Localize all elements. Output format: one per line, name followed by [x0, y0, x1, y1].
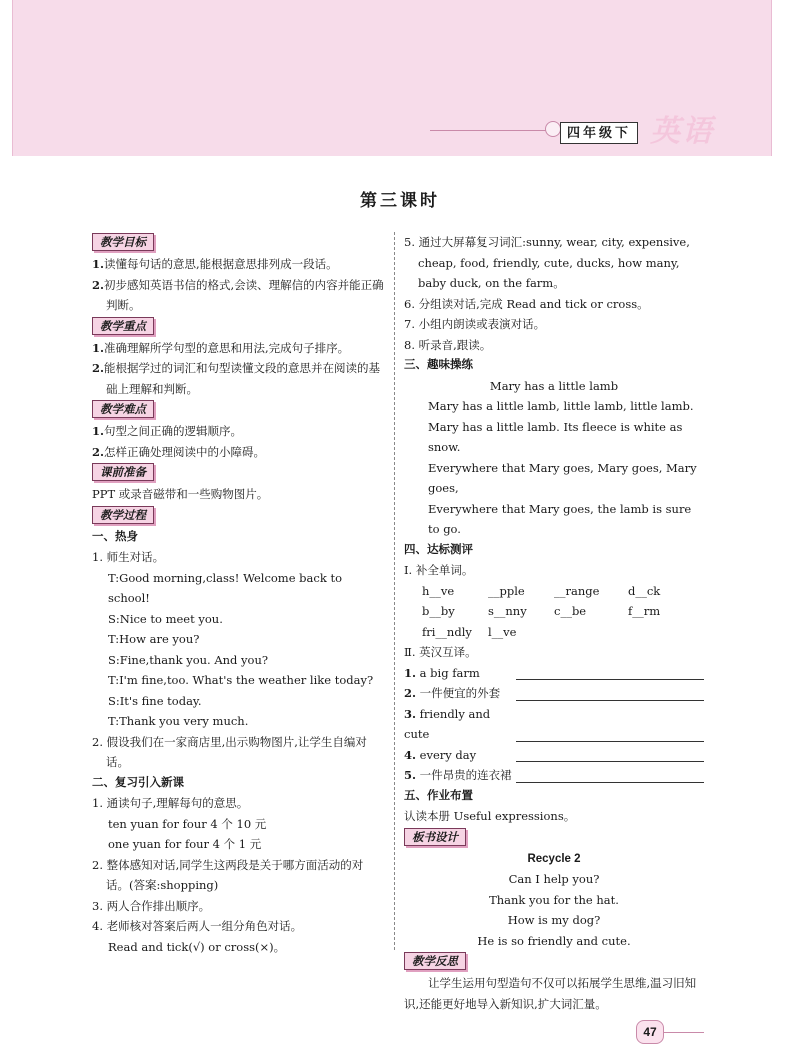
answer-line[interactable] [516, 666, 704, 680]
board-title: Recycle 2 [527, 852, 581, 865]
translation-row: 2. 一件便宜的外套 [404, 683, 704, 704]
dialogue-line: S:Nice to meet you. [108, 611, 223, 626]
dialogue-line: T:I'm fine,too. What's the weather like today? [108, 673, 374, 687]
answer-line[interactable] [516, 687, 704, 701]
key-point-item-1: 1.准确理解所学句型的意思和用法,完成句子排序。 [92, 340, 350, 355]
goals-tag: 教学目标 [92, 233, 154, 251]
word-blank: b__by [422, 604, 455, 618]
key-points-tag: 教学重点 [92, 317, 154, 335]
dialogue-line: T:How are you? [108, 632, 200, 646]
warmup-step-1: 1. 师生对话。 [92, 550, 165, 564]
price-line: one yuan for four 4 个 1 元 [108, 837, 262, 851]
warmup-step-2: 2. 假设我们在一家商店里,出示购物图片,让学生自编对话。 [92, 734, 367, 769]
poem-line: Mary has a little lamb. Its fleece is white as snow. [428, 419, 683, 454]
translation-row: 4. every day [404, 745, 704, 766]
review-step-8: 8. 听录音,跟读。 [404, 337, 492, 352]
test-heading: 四、达标测评 [404, 543, 473, 556]
word-blank: c__be [554, 604, 587, 618]
translation-row: 5. 一件昂贵的连衣裙 [404, 765, 704, 786]
grade-label: 四年级下 [560, 122, 638, 144]
review-step-4: 4. 老师核对答案后两人一组分角色对话。 [92, 919, 303, 933]
homework-heading: 五、作业布置 [404, 789, 473, 802]
answer-line[interactable] [516, 769, 704, 783]
homework-text: 认读本册 Useful expressions。 [404, 809, 576, 823]
lesson-title: 第三课时 [360, 191, 440, 211]
board-line: He is so friendly and cute. [477, 933, 631, 948]
page-number-decor-line [664, 1032, 704, 1033]
board-line: How is my dog? [507, 913, 601, 927]
review-step-3: 3. 两人合作排出顺序。 [92, 898, 211, 913]
word-blank: fri__ndly [422, 624, 472, 639]
key-point-item-2: 2.能根据学过的词汇和句型读懂文段的意思并在阅读的基础上理解和判断。 [92, 361, 381, 396]
review-step-6: 6. 分组读对话,完成 Read and tick or cross。 [404, 296, 649, 311]
subject-title: 英语 [650, 114, 714, 149]
reflection-text: 让学生运用句型造句不仅可以拓展学生思维,温习旧知识,还能更好地导入新知识,扩大词汇量。 [404, 976, 697, 1011]
word-blanks [404, 581, 704, 643]
test-part-1: Ⅰ. 补全单词。 [404, 563, 474, 577]
review-heading: 二、复习引入新课 [92, 776, 184, 789]
header-decor-circle [545, 121, 561, 137]
poem-line: Everywhere that Mary goes, the lamb is sure to go. [428, 501, 692, 536]
poem-line: Mary has a little lamb, little lamb, little lamb. [428, 399, 694, 413]
left-column [92, 232, 384, 957]
word-blank: s__nny [488, 604, 527, 618]
word-blank: l__ve [488, 624, 517, 639]
review-step-1: 1. 通读句子,理解每句的意思。 [92, 796, 249, 810]
board-tag: 板书设计 [404, 828, 466, 846]
review-step-7: 7. 小组内朗读或表演对话。 [404, 317, 546, 331]
poem-line: Everywhere that Mary goes, Mary goes, Mary goes, [428, 460, 697, 495]
right-column [404, 232, 704, 1014]
difficulty-item-1: 1.句型之间正确的逻辑顺序。 [92, 424, 243, 438]
goal-item-1: 1.读懂每句话的意思,能根据意思排列成一段话。 [92, 257, 338, 271]
review-step-4-line: Read and tick(√) or cross(×)。 [108, 939, 286, 954]
word-blank: __range [554, 583, 600, 598]
header-decor-line [430, 130, 560, 131]
poem [404, 396, 704, 540]
poem-title: Mary has a little lamb [489, 378, 619, 393]
board-line: Can I help you? [508, 872, 600, 886]
word-blank: f__rm [628, 604, 661, 618]
answer-line[interactable] [516, 748, 704, 762]
word-blank: d__ck [628, 583, 661, 598]
board-line: Thank you for the hat. [489, 892, 619, 907]
process-tag: 教学过程 [92, 506, 154, 524]
reflection-tag: 教学反思 [404, 952, 466, 970]
column-divider [394, 232, 395, 950]
preparation-text: PPT 或录音磁带和一些购物图片。 [92, 487, 269, 501]
preparation-tag: 课前准备 [92, 463, 154, 481]
word-blank: __pple [488, 583, 525, 598]
review-step-5: 5. 通过大屏幕复习词汇:sunny, wear, city, expensive, cheap, food, friendly, cute, ducks, how many, baby duck, on the farm。 [404, 235, 690, 290]
warmup-heading: 一、热身 [92, 530, 138, 543]
difficulty-item-2: 2.怎样正确处理阅读中的小障碍。 [92, 444, 266, 459]
word-blank: h__ve [422, 583, 455, 598]
translation-row: 1. a big farm [404, 663, 704, 684]
goal-item-2: 2.初步感知英语书信的格式,会读、理解信的内容并能正确判断。 [92, 277, 384, 312]
price-line: ten yuan for four 4 个 10 元 [108, 816, 267, 831]
test-part-2: Ⅱ. 英汉互译。 [404, 645, 477, 659]
dialogue-line: S:Fine,thank you. And you? [108, 652, 269, 667]
dialogue-line: T:Good morning,class! Welcome back to school! [108, 570, 342, 605]
translation-row: 3. friendly and cute [404, 704, 704, 745]
answer-line[interactable] [516, 728, 704, 742]
dialogue-line: T:Thank you very much. [108, 714, 249, 728]
dialogue-line: S:It's fine today. [108, 693, 202, 708]
fun-heading: 三、趣味操练 [404, 359, 473, 371]
review-step-2: 2. 整体感知对话,同学生这两段是关于哪方面活动的对话。(答案:shopping) [92, 857, 364, 892]
page-number: 47 [636, 1020, 664, 1044]
difficulties-tag: 教学难点 [92, 400, 154, 418]
